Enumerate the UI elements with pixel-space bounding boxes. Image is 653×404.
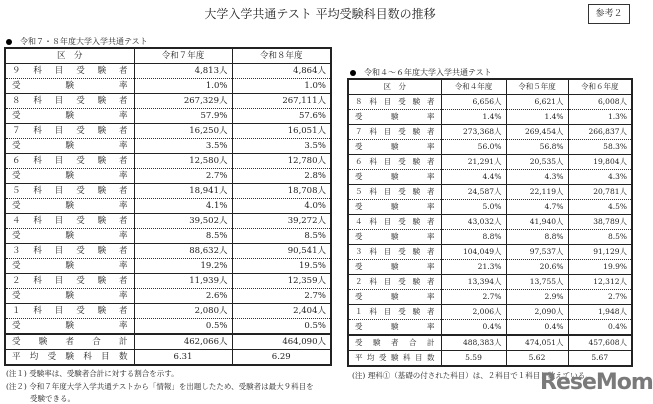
cell-value: 22,119人 bbox=[506, 185, 568, 200]
table1-caption-text: 令和７・８年度大学入学共通テスト bbox=[20, 37, 148, 46]
cell-value: 1.0% bbox=[232, 79, 331, 94]
table-row bbox=[348, 200, 632, 215]
row-label: ８科目受験者 bbox=[5, 94, 134, 109]
cell-value: 19,804人 bbox=[568, 155, 632, 170]
table1-note-2: (注２) 令和７年度大学入学共通テストから「情報」を出題したため、受験者は最大９科目を bbox=[6, 382, 314, 391]
cell-value: 0.5% bbox=[232, 319, 331, 335]
cell-value: 97,537人 bbox=[506, 245, 568, 260]
table-row bbox=[348, 275, 632, 290]
row-label: 受験率 bbox=[348, 230, 441, 245]
table-row bbox=[5, 289, 331, 304]
row-label: ６科目受験者 bbox=[5, 154, 134, 169]
cell-value: 1.4% bbox=[506, 110, 568, 125]
cell-value: 3.5% bbox=[232, 139, 331, 154]
table-row bbox=[348, 110, 632, 125]
cell-value: 19.5% bbox=[232, 259, 331, 274]
header-year: 令和７年度 bbox=[134, 48, 232, 64]
cell-value: 43,032人 bbox=[441, 215, 506, 230]
cell-value: 20,535人 bbox=[506, 155, 568, 170]
cell-value: 21,291人 bbox=[441, 155, 506, 170]
table-row bbox=[348, 185, 632, 200]
cell-value: 0.4% bbox=[506, 320, 568, 336]
cell-value: 474,051人 bbox=[506, 335, 568, 351]
row-label: 受験率 bbox=[5, 319, 134, 335]
cell-value: 19.9% bbox=[568, 260, 632, 275]
row-label: 受験率 bbox=[5, 79, 134, 94]
table-row bbox=[5, 229, 331, 244]
cell-value: 41,940人 bbox=[506, 215, 568, 230]
cell-value: 5.0% bbox=[441, 200, 506, 215]
table-row bbox=[348, 260, 632, 275]
cell-value: 2.7% bbox=[568, 290, 632, 305]
table1-caption bbox=[6, 36, 148, 47]
cell-value: 6.29 bbox=[232, 350, 331, 366]
cell-value: 5.62 bbox=[506, 351, 568, 367]
cell-value: 2.7% bbox=[134, 169, 232, 184]
cell-value: 2.6% bbox=[134, 289, 232, 304]
header-category: 区 分 bbox=[5, 48, 134, 64]
table-row bbox=[5, 334, 331, 350]
cell-value: 4.5% bbox=[568, 200, 632, 215]
row-label: 受験者合計 bbox=[5, 334, 134, 350]
cell-value: 0.4% bbox=[441, 320, 506, 336]
cell-value: 2.7% bbox=[441, 290, 506, 305]
page-title: 大学入学共通テスト 平均受験科目数の推移 bbox=[204, 7, 436, 21]
table-row bbox=[5, 94, 331, 109]
row-label: 受験率 bbox=[348, 110, 441, 125]
row-label: ４科目受験者 bbox=[5, 214, 134, 229]
cell-value: 21.3% bbox=[441, 260, 506, 275]
bullet-icon bbox=[6, 39, 12, 45]
table-row bbox=[5, 139, 331, 154]
cell-value: 3.5% bbox=[134, 139, 232, 154]
row-label: 受験率 bbox=[348, 320, 441, 336]
row-label: 受験率 bbox=[5, 289, 134, 304]
cell-value: 6,656人 bbox=[441, 95, 506, 110]
cell-value: 12,312人 bbox=[568, 275, 632, 290]
row-label: 受験率 bbox=[348, 140, 441, 155]
cell-value: 18,708人 bbox=[232, 184, 331, 199]
row-label: ７科目受験者 bbox=[348, 125, 441, 140]
row-label: ５科目受験者 bbox=[5, 184, 134, 199]
row-label: ２科目受験者 bbox=[348, 275, 441, 290]
cell-value: 20,781人 bbox=[568, 185, 632, 200]
cell-value: 12,359人 bbox=[232, 274, 331, 289]
table-r4-r6 bbox=[347, 78, 633, 367]
cell-value: 4,813人 bbox=[134, 64, 232, 79]
table-row bbox=[348, 215, 632, 230]
row-label: ３科目受験者 bbox=[348, 245, 441, 260]
cell-value: 8.5% bbox=[568, 230, 632, 245]
cell-value: 2.8% bbox=[232, 169, 331, 184]
cell-value: 4.7% bbox=[506, 200, 568, 215]
table-row bbox=[5, 124, 331, 139]
cell-value: 56.0% bbox=[441, 140, 506, 155]
resemom-logo: ReseMom bbox=[540, 370, 653, 395]
cell-value: 56.8% bbox=[506, 140, 568, 155]
row-label: 受験率 bbox=[348, 260, 441, 275]
cell-value: 273,368人 bbox=[441, 125, 506, 140]
row-label: 受験率 bbox=[348, 200, 441, 215]
cell-value: 8.5% bbox=[232, 229, 331, 244]
table-row bbox=[5, 319, 331, 335]
table1-note-3: 受験できる。 bbox=[30, 394, 75, 403]
cell-value: 1,948人 bbox=[568, 305, 632, 320]
row-label: ５科目受験者 bbox=[348, 185, 441, 200]
cell-value: 18,941人 bbox=[134, 184, 232, 199]
cell-value: 24,587人 bbox=[441, 185, 506, 200]
header-year: 令和４年度 bbox=[441, 79, 506, 95]
cell-value: 1.3% bbox=[568, 110, 632, 125]
cell-value: 12,580人 bbox=[134, 154, 232, 169]
row-label: ２科目受験者 bbox=[5, 274, 134, 289]
cell-value: 20.6% bbox=[506, 260, 568, 275]
table-row bbox=[5, 109, 331, 124]
cell-value: 1.0% bbox=[134, 79, 232, 94]
table-row bbox=[5, 79, 331, 94]
cell-value: 462,066人 bbox=[134, 334, 232, 350]
row-label: ４科目受験者 bbox=[348, 215, 441, 230]
cell-value: 0.4% bbox=[568, 320, 632, 336]
table-row bbox=[348, 245, 632, 260]
table-row bbox=[348, 320, 632, 336]
cell-value: 12,780人 bbox=[232, 154, 331, 169]
table2-caption-text: 令和４～６年度大学入学共通テスト bbox=[364, 68, 492, 77]
cell-value: 488,383人 bbox=[441, 335, 506, 351]
cell-value: 267,329人 bbox=[134, 94, 232, 109]
cell-value: 16,250人 bbox=[134, 124, 232, 139]
cell-value: 266,837人 bbox=[568, 125, 632, 140]
row-label: 受験率 bbox=[5, 109, 134, 124]
cell-value: 0.5% bbox=[134, 319, 232, 335]
cell-value: 39,272人 bbox=[232, 214, 331, 229]
cell-value: 4.0% bbox=[232, 199, 331, 214]
row-label: 受験率 bbox=[348, 170, 441, 185]
row-label: ７科目受験者 bbox=[5, 124, 134, 139]
cell-value: 464,090人 bbox=[232, 334, 331, 350]
table-row bbox=[5, 214, 331, 229]
row-label: 受験率 bbox=[5, 199, 134, 214]
table-row bbox=[5, 244, 331, 259]
row-label: 受験率 bbox=[5, 229, 134, 244]
cell-value: 5.59 bbox=[441, 351, 506, 367]
cell-value: 58.3% bbox=[568, 140, 632, 155]
cell-value: 39,502人 bbox=[134, 214, 232, 229]
cell-value: 88,632人 bbox=[134, 244, 232, 259]
cell-value: 8.8% bbox=[441, 230, 506, 245]
cell-value: 4.3% bbox=[506, 170, 568, 185]
table1-note-1: (注１) 受験率は、受験者合計に対する割合を示す。 bbox=[6, 369, 179, 378]
cell-value: 8.5% bbox=[134, 229, 232, 244]
table-row bbox=[5, 64, 331, 79]
table-row bbox=[5, 350, 331, 366]
cell-value: 1.4% bbox=[441, 110, 506, 125]
header-year: 令和８年度 bbox=[232, 48, 331, 64]
row-label: 受験者合計 bbox=[348, 335, 441, 351]
table-row bbox=[5, 259, 331, 274]
cell-value: 4,864人 bbox=[232, 64, 331, 79]
row-label: １科目受験者 bbox=[348, 305, 441, 320]
table-r7-r8 bbox=[4, 47, 332, 366]
cell-value: 91,129人 bbox=[568, 245, 632, 260]
row-label: 平均受験科目数 bbox=[5, 350, 134, 366]
reference-label: 参考２ bbox=[588, 4, 630, 24]
cell-value: 2,006人 bbox=[441, 305, 506, 320]
cell-value: 2,090人 bbox=[506, 305, 568, 320]
cell-value: 269,454人 bbox=[506, 125, 568, 140]
bullet-icon bbox=[350, 70, 356, 76]
table-row bbox=[348, 351, 632, 367]
cell-value: 2.9% bbox=[506, 290, 568, 305]
cell-value: 38,789人 bbox=[568, 215, 632, 230]
table-row bbox=[5, 154, 331, 169]
header-year: 令和５年度 bbox=[506, 79, 568, 95]
cell-value: 8.8% bbox=[506, 230, 568, 245]
row-label: 受験率 bbox=[5, 139, 134, 154]
cell-value: 13,755人 bbox=[506, 275, 568, 290]
cell-value: 11,939人 bbox=[134, 274, 232, 289]
cell-value: 19.2% bbox=[134, 259, 232, 274]
cell-value: 457,608人 bbox=[568, 335, 632, 351]
table-row bbox=[348, 305, 632, 320]
table-row bbox=[5, 184, 331, 199]
cell-value: 13,394人 bbox=[441, 275, 506, 290]
cell-value: 5.67 bbox=[568, 351, 632, 367]
row-label: 平均受験科目数 bbox=[348, 351, 441, 367]
row-label: １科目受験者 bbox=[5, 304, 134, 319]
table-row bbox=[348, 335, 632, 351]
cell-value: 2.7% bbox=[232, 289, 331, 304]
row-label: 受験率 bbox=[5, 169, 134, 184]
table-row bbox=[348, 230, 632, 245]
cell-value: 267,111人 bbox=[232, 94, 331, 109]
row-label: 受験率 bbox=[348, 290, 441, 305]
header-year: 令和６年度 bbox=[568, 79, 632, 95]
row-label: ８科目受験者 bbox=[348, 95, 441, 110]
cell-value: 16,051人 bbox=[232, 124, 331, 139]
table-row bbox=[348, 170, 632, 185]
cell-value: 90,541人 bbox=[232, 244, 331, 259]
cell-value: 4.3% bbox=[568, 170, 632, 185]
table-row bbox=[348, 95, 632, 110]
row-label: ３科目受験者 bbox=[5, 244, 134, 259]
table2-caption bbox=[350, 67, 492, 78]
cell-value: 4.1% bbox=[134, 199, 232, 214]
cell-value: 57.6% bbox=[232, 109, 331, 124]
row-label: ９科目受験者 bbox=[5, 64, 134, 79]
cell-value: 6,621人 bbox=[506, 95, 568, 110]
cell-value: 57.9% bbox=[134, 109, 232, 124]
row-label: 受験率 bbox=[5, 259, 134, 274]
table-row bbox=[5, 304, 331, 319]
table-row bbox=[5, 169, 331, 184]
cell-value: 6,008人 bbox=[568, 95, 632, 110]
table-row bbox=[348, 140, 632, 155]
table-row bbox=[348, 155, 632, 170]
cell-value: 2,080人 bbox=[134, 304, 232, 319]
cell-value: 104,049人 bbox=[441, 245, 506, 260]
table-row bbox=[348, 290, 632, 305]
cell-value: 2,404人 bbox=[232, 304, 331, 319]
cell-value: 6.31 bbox=[134, 350, 232, 366]
cell-value: 4.4% bbox=[441, 170, 506, 185]
table-row bbox=[348, 125, 632, 140]
row-label: ６科目受験者 bbox=[348, 155, 441, 170]
table2-note: (注) 理科①（基礎の付された科目）は、２科目で１科目と数えている。 bbox=[352, 371, 593, 380]
table-row bbox=[5, 274, 331, 289]
table-row bbox=[5, 199, 331, 214]
header-category: 区 分 bbox=[348, 79, 441, 95]
